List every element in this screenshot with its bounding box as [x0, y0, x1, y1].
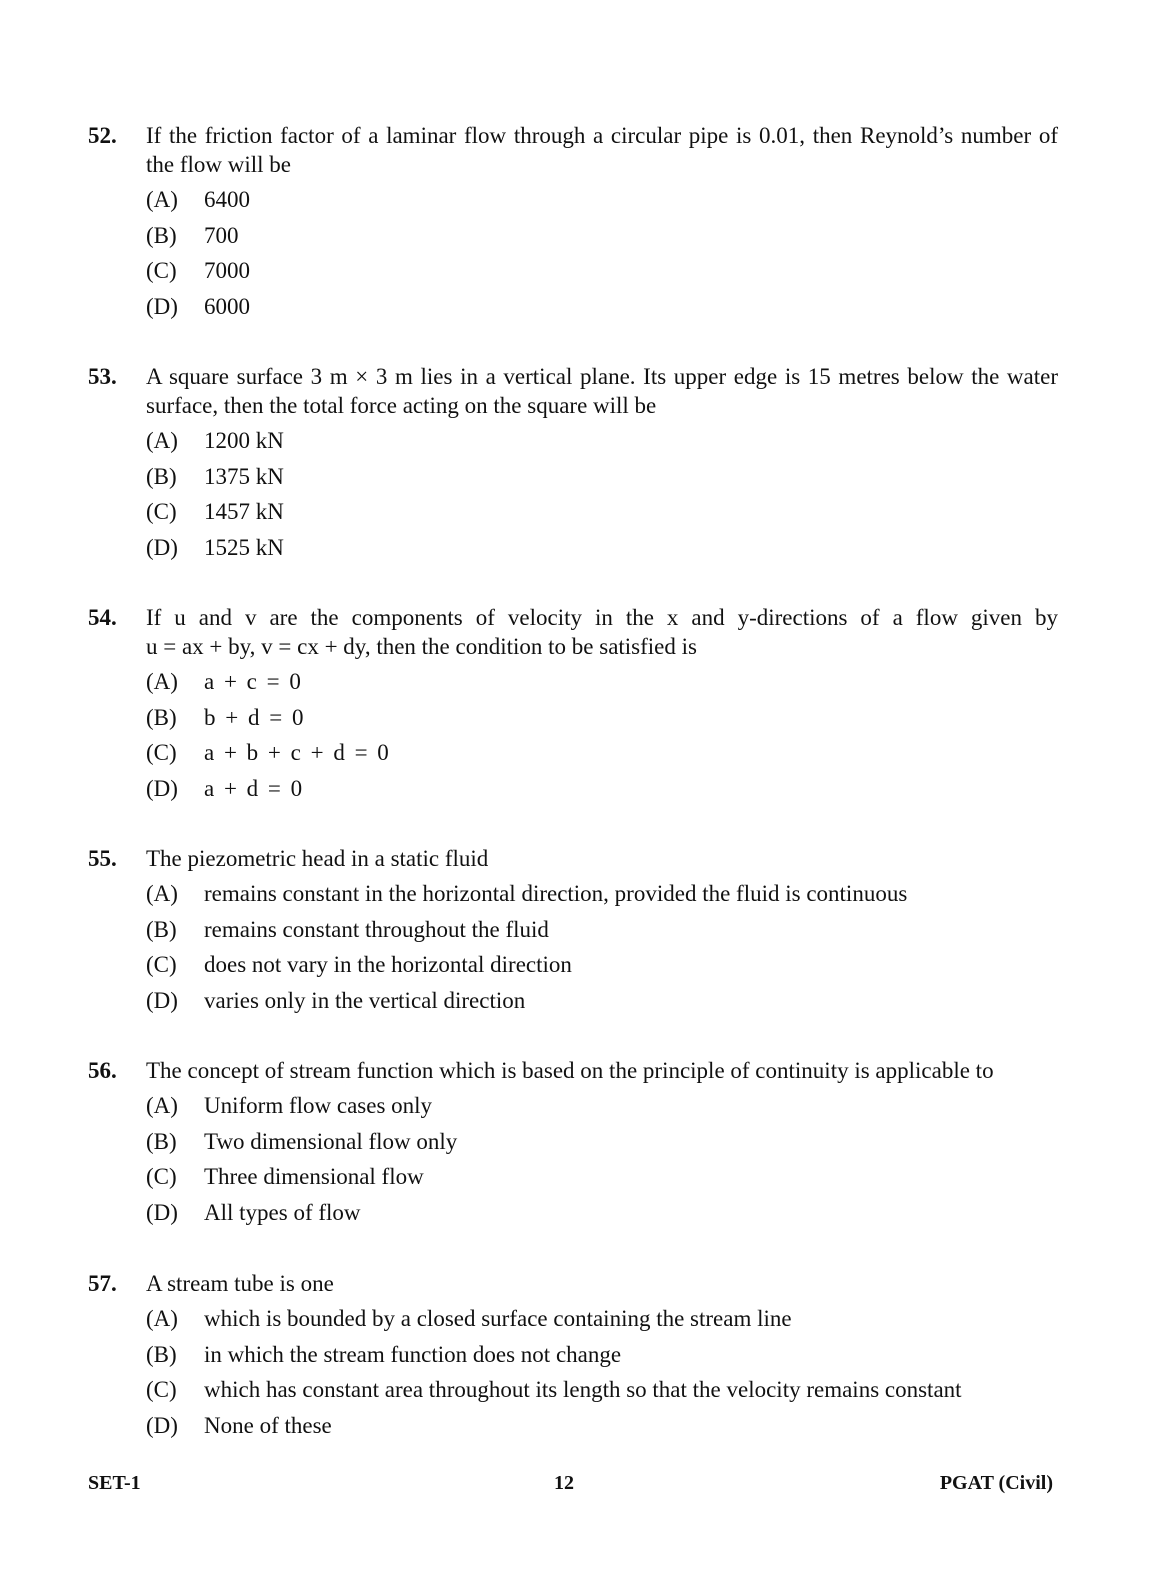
question-number: 54.: [88, 605, 117, 630]
question-stem: [88, 362, 1058, 420]
option-d: [146, 289, 1058, 325]
option-text: remains constant in the horizontal direction, provided the fluid is continuous: [204, 881, 908, 906]
option-d: [146, 1408, 1058, 1444]
question-57: [88, 1269, 1058, 1443]
question-text: If the friction factor of a laminar flow through a circular pipe is 0.01, then Reynold’s number of the flow will be: [146, 123, 1058, 177]
option-label: (B): [146, 463, 177, 489]
question-text: A square surface 3 m × 3 m lies in a vertical plane. Its upper edge is 15 metres below the water surface, then the total force acting on the square will be: [146, 364, 1058, 418]
question-number: 52.: [88, 123, 117, 148]
option-text: a + d = 0: [204, 775, 303, 801]
question-54: [88, 603, 1058, 806]
option-label: (D): [146, 293, 178, 319]
option-a: [146, 1088, 1058, 1124]
option-text: which has constant area throughout its length so that the velocity remains constant: [204, 1377, 962, 1402]
option-text: a + c = 0: [204, 669, 301, 694]
option-b: [146, 1124, 1058, 1160]
option-text: 1375 kN: [204, 463, 284, 489]
option-label: (D): [146, 1412, 178, 1438]
option-text: Uniform flow cases only: [204, 1093, 433, 1118]
option-label: (D): [146, 775, 178, 801]
question-number: 56.: [88, 1058, 117, 1083]
option-text: remains constant throughout the fluid: [204, 916, 549, 942]
option-label: (A): [146, 187, 178, 212]
question-number: 57.: [88, 1271, 117, 1296]
footer-page-number: 12: [554, 1472, 574, 1494]
option-label: (A): [146, 881, 178, 906]
option-text: b + d = 0: [204, 704, 304, 730]
option-text: Two dimensional flow only: [204, 1128, 458, 1154]
option-text: 700: [204, 222, 239, 248]
question-text-line-2: u = ax + by, v = cx + dy, then the condition to be satisfied is: [146, 634, 697, 659]
question-text: The piezometric head in a static fluid: [146, 846, 489, 871]
option-a: [146, 182, 1058, 218]
option-b: [146, 912, 1058, 948]
option-b: [146, 459, 1058, 495]
question-text: A stream tube is one: [146, 1271, 334, 1296]
option-a: [146, 876, 1058, 912]
option-label: (C): [146, 740, 177, 765]
option-text: 6400: [204, 187, 250, 212]
question-text: The concept of stream function which is based on the principle of continuity is applicable to: [146, 1058, 994, 1083]
question-text-line-1: If u and v are the components of velocity in the x and y-directions of a flow given by: [146, 605, 1058, 630]
option-text: Three dimensional flow: [204, 1164, 424, 1189]
option-text: All types of flow: [204, 1199, 361, 1225]
option-c: [146, 1372, 1058, 1408]
question-number: 53.: [88, 364, 117, 389]
option-c: [146, 735, 1058, 771]
option-label: (C): [146, 1164, 177, 1189]
option-label: (D): [146, 987, 178, 1013]
option-label: (D): [146, 1199, 178, 1225]
option-label: (C): [146, 1377, 177, 1402]
option-d: [146, 983, 1058, 1019]
option-label: (A): [146, 428, 178, 453]
option-label: (D): [146, 534, 178, 560]
option-label: (A): [146, 669, 178, 694]
footer-exam-label: PGAT (Civil): [939, 1472, 1053, 1494]
option-text: 7000: [204, 258, 250, 283]
option-label: (B): [146, 222, 177, 248]
question-stem: [88, 1269, 1058, 1298]
option-label: (B): [146, 1341, 177, 1367]
option-text: 1457 kN: [204, 499, 284, 524]
question-52: [88, 121, 1058, 324]
question-number: 55.: [88, 846, 117, 871]
option-text: 1200 kN: [204, 428, 284, 453]
option-text: 1525 kN: [204, 534, 284, 560]
option-text: which is bounded by a closed surface containing the stream line: [204, 1306, 792, 1331]
option-a: [146, 664, 1058, 700]
question-56: [88, 1056, 1058, 1230]
option-a: [146, 1301, 1058, 1337]
option-label: (B): [146, 704, 177, 730]
option-label: (C): [146, 499, 177, 524]
option-text: a + b + c + d = 0: [204, 740, 389, 765]
option-text: None of these: [204, 1412, 332, 1438]
question-stem: [88, 1056, 1058, 1085]
option-label: (A): [146, 1093, 178, 1118]
footer-set-label: SET-1: [88, 1472, 141, 1494]
option-c: [146, 253, 1058, 289]
option-label: (A): [146, 1306, 178, 1331]
option-text: 6000: [204, 293, 250, 319]
option-text: does not vary in the horizontal direction: [204, 952, 572, 977]
option-d: [146, 530, 1058, 566]
option-label: (B): [146, 1128, 177, 1154]
option-c: [146, 494, 1058, 530]
option-c: [146, 1159, 1058, 1195]
option-label: (C): [146, 952, 177, 977]
option-label: (C): [146, 258, 177, 283]
question-stem: [88, 603, 1058, 661]
option-a: [146, 423, 1058, 459]
option-label: (B): [146, 916, 177, 942]
question-55: [88, 844, 1058, 1018]
option-b: [146, 700, 1058, 736]
option-d: [146, 1195, 1058, 1231]
question-53: [88, 362, 1058, 565]
option-c: [146, 947, 1058, 983]
option-b: [146, 218, 1058, 254]
option-d: [146, 771, 1058, 807]
option-text: in which the stream function does not change: [204, 1341, 622, 1367]
question-stem: [88, 844, 1058, 873]
question-stem: [88, 121, 1058, 179]
option-b: [146, 1337, 1058, 1373]
option-text: varies only in the vertical direction: [204, 987, 526, 1013]
